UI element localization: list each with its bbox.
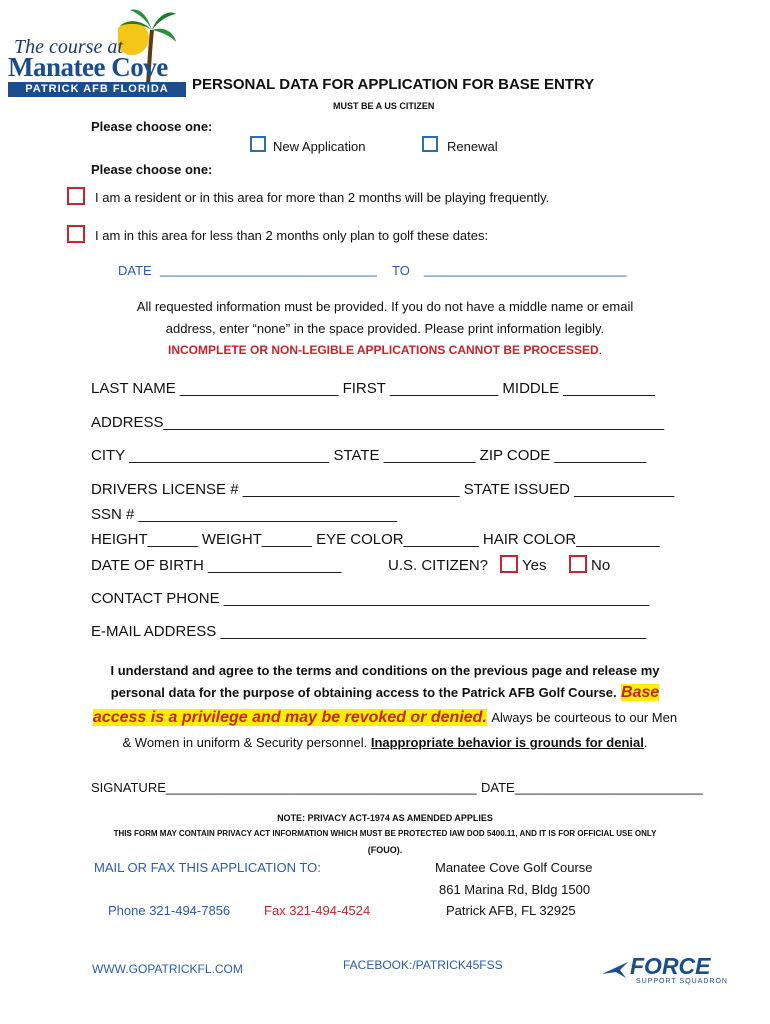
line4-start: & Women in uniform & Security personnel. bbox=[122, 735, 368, 750]
resident-checkbox[interactable] bbox=[67, 187, 85, 205]
instructions-line1: All requested information must be provided. If you do not have a middle name or email bbox=[136, 299, 634, 314]
logo-bar-text: PATRICK AFB FLORIDA bbox=[8, 82, 186, 97]
agreement-line1: I understand and agree to the terms and conditions on the previous page and release my bbox=[110, 663, 660, 678]
jet-icon bbox=[600, 956, 630, 980]
agreement-line2 bbox=[0, 684, 770, 702]
force-logo-subtext: SUPPORT SQUADRON bbox=[636, 978, 728, 985]
denial-warning: Inappropriate behavior is grounds for denial bbox=[370, 735, 644, 750]
resident-label: I am a resident or in this area for more than 2 months will be playing frequently. bbox=[95, 190, 550, 205]
new-application-checkbox[interactable] bbox=[250, 136, 266, 152]
address-line1: Manatee Cove Golf Course bbox=[435, 860, 593, 875]
dob-row[interactable]: DATE OF BIRTH ________________ bbox=[91, 557, 342, 574]
choice1-label: Please choose one: bbox=[91, 119, 213, 134]
citizen-yes-label: Yes bbox=[522, 557, 547, 574]
to-label: TO bbox=[392, 263, 410, 278]
address-line3: Patrick AFB, FL 32925 bbox=[446, 903, 576, 918]
highlight-end: access is a privilege and may be revoked or denied. bbox=[92, 709, 487, 726]
manatee-cove-logo bbox=[8, 8, 188, 98]
height-weight-row[interactable]: HEIGHT______ WEIGHT______ EYE COLOR_________ HAIR COLOR__________ bbox=[91, 531, 660, 548]
signature-date-line[interactable]: DATE__________________________ bbox=[481, 780, 703, 795]
warning-period: . bbox=[598, 343, 603, 357]
city-row[interactable]: CITY ________________________ STATE ___________ ZIP CODE ___________ bbox=[91, 447, 647, 464]
agreement-line2-text: personal data for the purpose of obtaining access to the Patrick AFB Golf Course. bbox=[110, 685, 617, 700]
date-input-line[interactable]: ______________________________ bbox=[160, 262, 377, 277]
facebook-link[interactable]: FACEBOOK:/PATRICK45FSS bbox=[343, 958, 503, 972]
agreement-line4 bbox=[0, 735, 770, 750]
agreement-line3 bbox=[0, 709, 770, 727]
visitor-checkbox[interactable] bbox=[67, 225, 85, 243]
citizen-no-checkbox[interactable] bbox=[569, 555, 587, 573]
signature-line[interactable]: SIGNATURE___________________________________________ bbox=[91, 780, 477, 795]
to-input-line[interactable]: ____________________________ bbox=[424, 262, 627, 277]
courteous-text: Always be courteous to our Men bbox=[491, 710, 678, 725]
warning-text: INCOMPLETE OR NON-LEGIBLE APPLICATIONS CANNOT BE PROCESSED bbox=[167, 343, 599, 357]
force-support-logo bbox=[600, 950, 740, 990]
license-row[interactable]: DRIVERS LICENSE # __________________________ STATE ISSUED ____________ bbox=[91, 481, 675, 498]
renewal-checkbox[interactable] bbox=[422, 136, 438, 152]
new-application-label: New Application bbox=[273, 139, 366, 154]
line4-period: . bbox=[643, 735, 648, 750]
mail-fax-label: MAIL OR FAX THIS APPLICATION TO: bbox=[94, 860, 321, 875]
citizen-label: U.S. CITIZEN? bbox=[388, 557, 489, 574]
name-row[interactable]: LAST NAME ___________________ FIRST _____________ MIDDLE ___________ bbox=[91, 380, 656, 397]
ssn-row[interactable]: SSN # _______________________________ bbox=[91, 506, 398, 523]
phone-number: Phone 321-494-7856 bbox=[108, 903, 231, 918]
page-title: PERSONAL DATA FOR APPLICATION FOR BASE ENTRY bbox=[192, 76, 595, 93]
force-logo-text: FORCE bbox=[630, 953, 711, 979]
renewal-label: Renewal bbox=[447, 139, 498, 154]
instructions-warning-line bbox=[0, 343, 770, 357]
logo-cursive-text: The course at bbox=[14, 36, 123, 58]
privacy-note: NOTE: PRIVACY ACT-1974 AS AMENDED APPLIES bbox=[277, 813, 493, 823]
address-row[interactable]: ADDRESS____________________________________________________________ bbox=[91, 414, 665, 431]
date-label: DATE bbox=[118, 263, 152, 278]
privacy-note-detail: THIS FORM MAY CONTAIN PRIVACY ACT INFORMATION WHICH MUST BE PROTECTED IAW DOD 5400.11, AND IT IS FOR OFFICIAL USE ONLY bbox=[113, 829, 657, 838]
instructions-line2: address, enter “none” in the space provided. Please print information legibly. bbox=[165, 321, 605, 336]
citizen-no-label: No bbox=[591, 557, 611, 574]
website-link[interactable]: WWW.GOPATRICKFL.COM bbox=[92, 962, 243, 976]
visitor-label: I am in this area for less than 2 months only plan to golf these dates: bbox=[95, 228, 489, 243]
fax-number: Fax 321-494-4524 bbox=[264, 903, 371, 918]
choice2-label: Please choose one: bbox=[91, 162, 213, 177]
contact-phone-row[interactable]: CONTACT PHONE ___________________________________________________ bbox=[91, 590, 650, 607]
highlight-start: Base bbox=[621, 684, 660, 701]
email-row[interactable]: E-MAIL ADDRESS ___________________________________________________ bbox=[91, 623, 646, 640]
page-subtitle: MUST BE A US CITIZEN bbox=[333, 101, 435, 111]
citizen-yes-checkbox[interactable] bbox=[500, 555, 518, 573]
address-line2: 861 Marina Rd, Bldg 1500 bbox=[439, 882, 591, 897]
logo-main-text: Manatee Cove bbox=[8, 52, 168, 82]
privacy-note-fouo: (FOUO). bbox=[367, 845, 403, 855]
